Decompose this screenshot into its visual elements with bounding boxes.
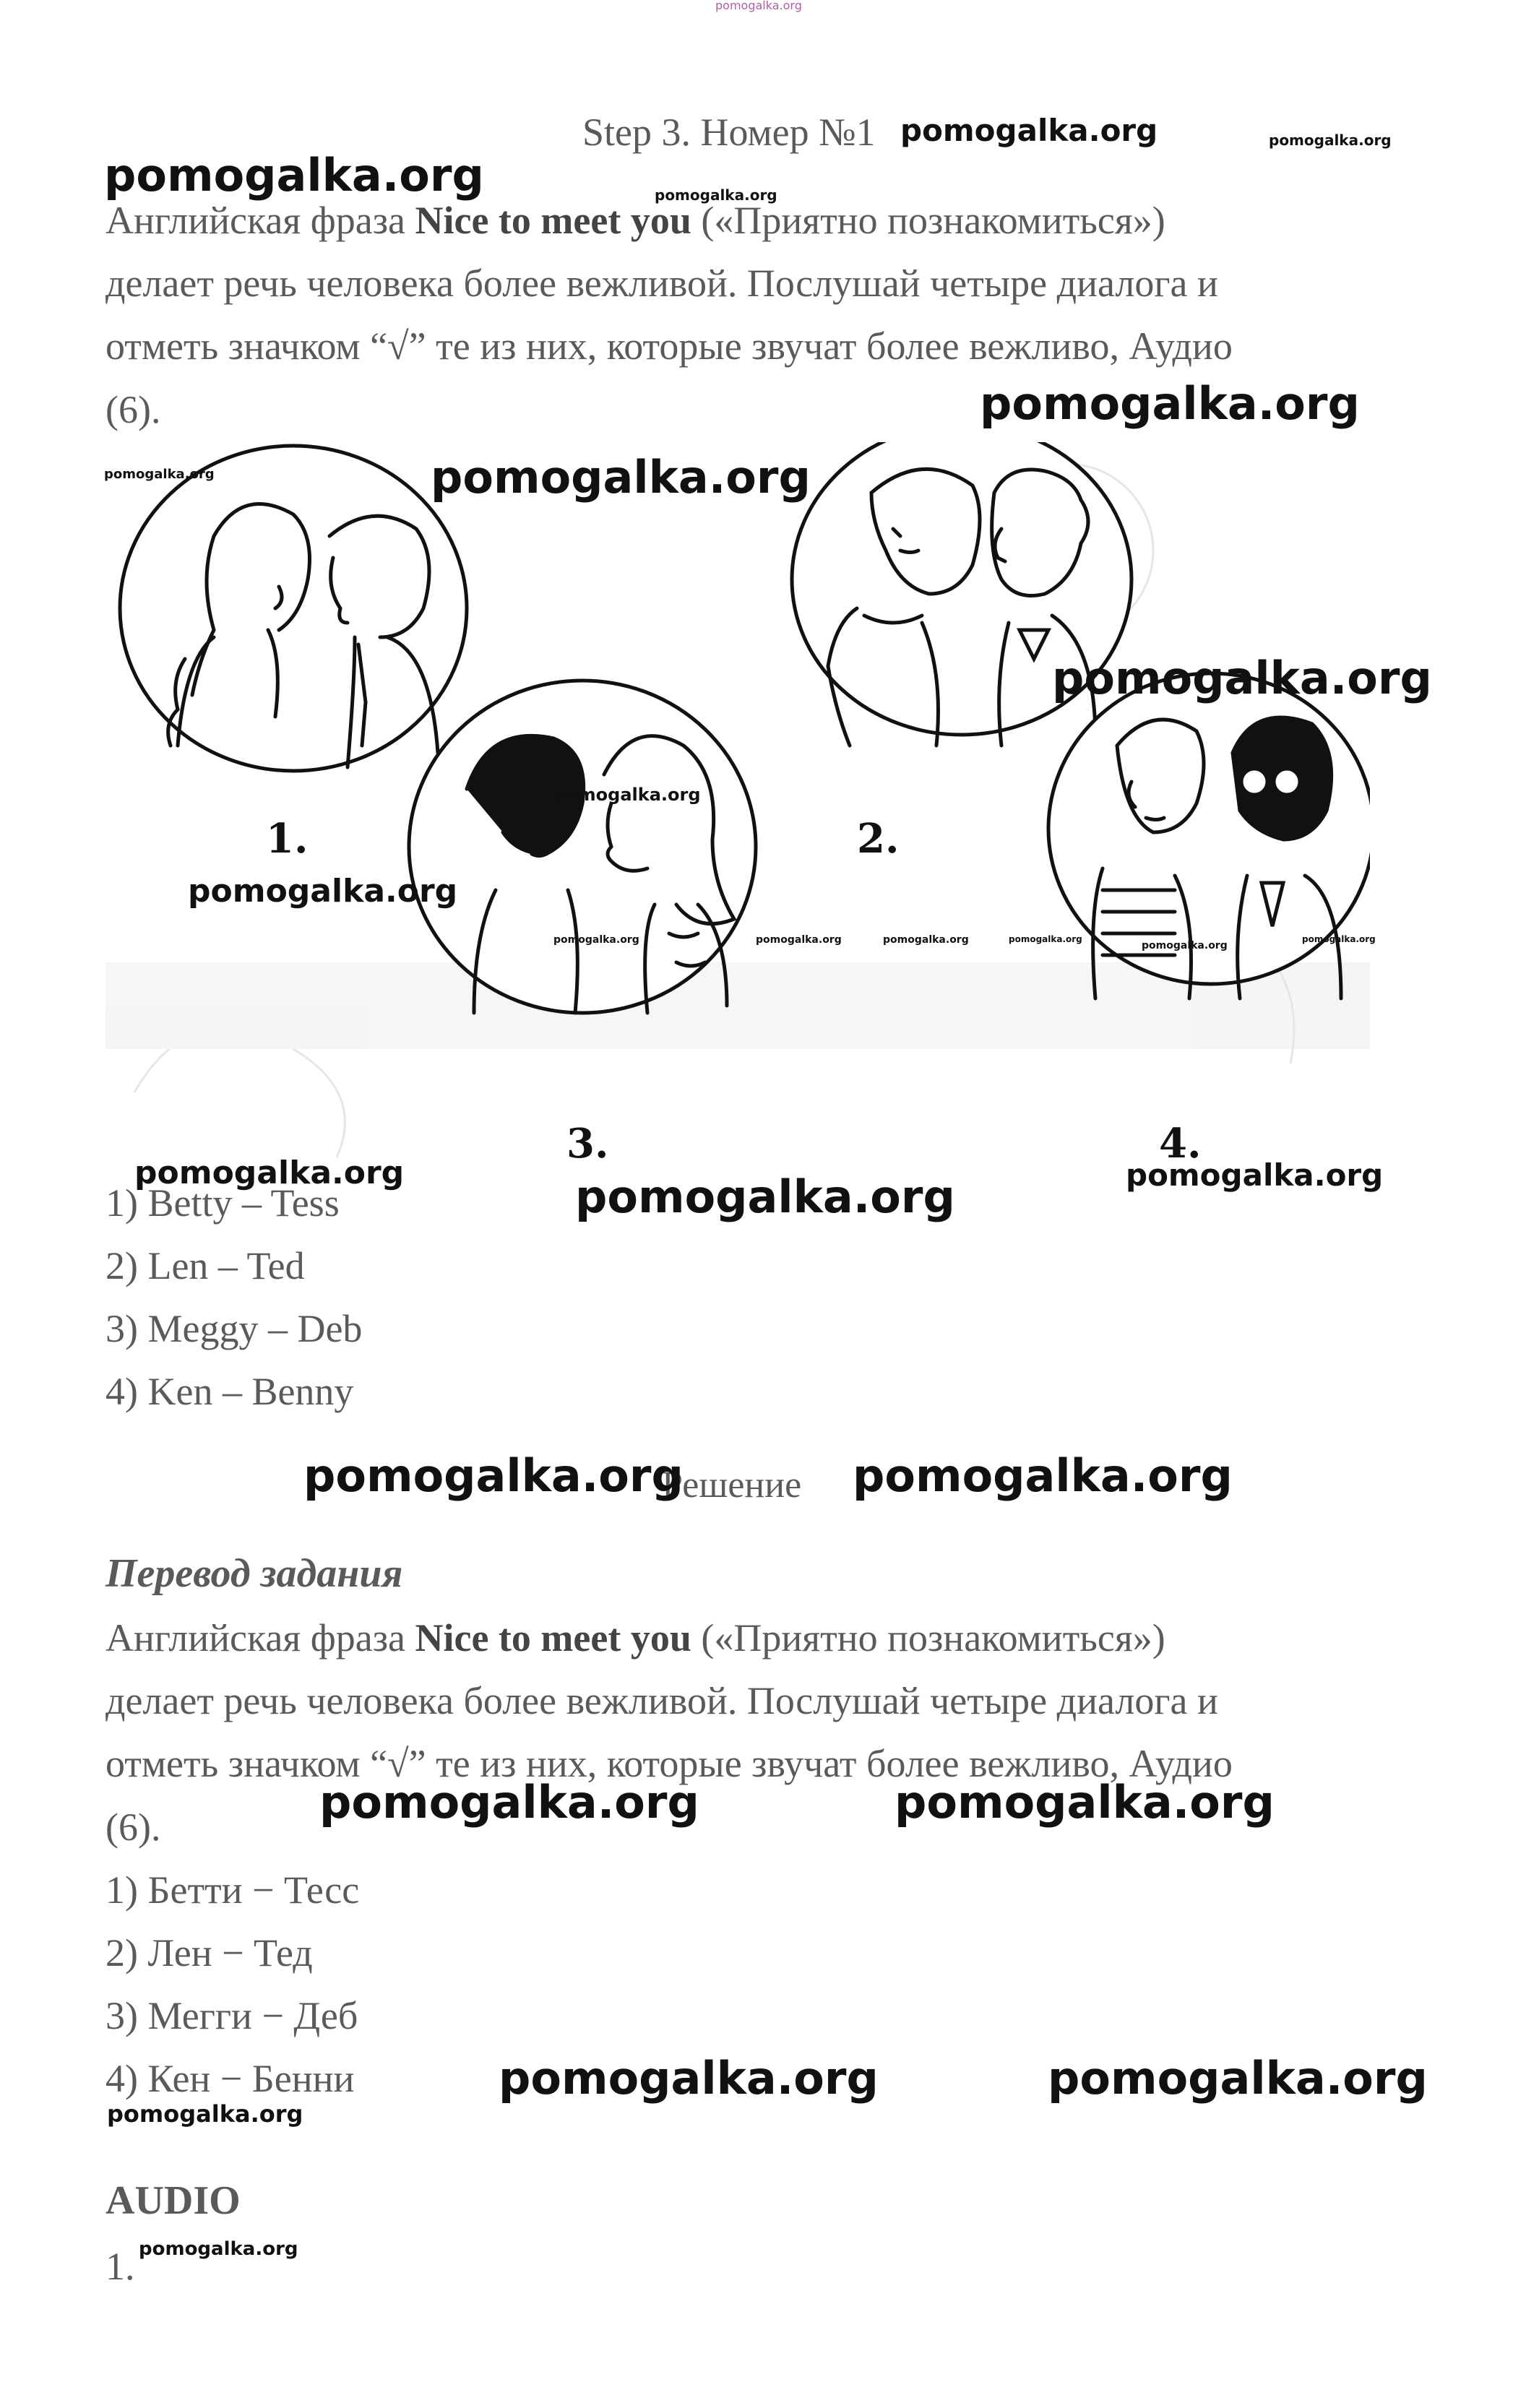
- watermark: pomogalka.org: [139, 2238, 298, 2260]
- watermark: pomogalka.org: [553, 934, 639, 946]
- watermark: pomogalka.org: [980, 377, 1360, 430]
- illustration-label-4: 4.: [1159, 1120, 1202, 1165]
- watermark: pomogalka.org: [1142, 940, 1228, 951]
- watermark: pomogalka.org: [1048, 2052, 1428, 2105]
- translation-line-1-pre: Английская фраза: [105, 1616, 415, 1660]
- watermark: pomogalka.org: [756, 934, 842, 946]
- dialogue-circle-1: [120, 446, 467, 771]
- task-phrase: Nice to meet you: [415, 199, 691, 242]
- watermark: pomogalka.org: [1302, 934, 1376, 944]
- watermark: pomogalka.org: [1009, 934, 1082, 944]
- dialogue-circle-3: [409, 681, 756, 1013]
- dialogue-ru-4: 4) Кен − Бенни: [105, 2057, 355, 2100]
- watermark: pomogalka.org: [104, 149, 484, 202]
- watermark: pomogalka.org: [1269, 131, 1392, 149]
- watermark: pomogalka.org: [431, 451, 811, 504]
- watermark: pomogalka.org: [553, 785, 701, 805]
- dialogue-illustration: [105, 442, 1370, 1165]
- translation-line-1: [105, 1616, 1165, 1660]
- task-line-4: (6).: [105, 388, 161, 431]
- watermark-top: pomogalka.org: [715, 0, 802, 12]
- watermark: pomogalka.org: [319, 1776, 699, 1829]
- dialogue-ru-3: 3) Мегги − Деб: [105, 1994, 358, 2037]
- task-line-1-pre: Английская фраза: [105, 199, 415, 242]
- dialogue-ru-2: 2) Лен − Тед: [105, 1931, 313, 1975]
- task-line-2: делает речь человека более вежливой. Послушай четыре диалога и: [105, 262, 1218, 305]
- watermark: pomogalka.org: [1052, 652, 1432, 704]
- watermark: pomogalka.org: [883, 934, 969, 946]
- translation-line-2: делает речь человека более вежливой. Послушай четыре диалога и: [105, 1679, 1218, 1722]
- watermark: pomogalka.org: [1126, 1157, 1384, 1193]
- translation-heading: Перевод задания: [105, 1551, 403, 1596]
- translation-line-4: (6).: [105, 1805, 161, 1849]
- watermark: pomogalka.org: [575, 1170, 955, 1223]
- watermark: pomogalka.org: [499, 2052, 879, 2105]
- watermark: pomogalka.org: [895, 1776, 1275, 1829]
- watermark: pomogalka.org: [134, 1155, 405, 1191]
- translation-phrase: Nice to meet you: [415, 1616, 691, 1660]
- translation-line-3: отметь значком “√” те из них, которые звучат более вежливо, Аудио: [105, 1742, 1233, 1785]
- watermark: pomogalka.org: [303, 1449, 684, 1502]
- dialogue-ru-1: 1) Бетти − Тесс: [105, 1868, 360, 1912]
- watermark: pomogalka.org: [900, 113, 1158, 148]
- illustration-label-3: 3.: [566, 1120, 609, 1165]
- watermark: pomogalka.org: [655, 186, 777, 204]
- audio-item-1: 1.: [105, 2245, 135, 2288]
- dialogue-en-2: 2) Len – Ted: [105, 1244, 305, 1287]
- watermark: pomogalka.org: [104, 467, 215, 482]
- page-title: Step 3. Номер №1: [582, 111, 876, 154]
- watermark: pomogalka.org: [853, 1449, 1233, 1502]
- watermark: pomogalka.org: [188, 873, 458, 910]
- solution-label: Решение: [662, 1464, 802, 1506]
- dialogue-en-4: 4) Ken – Benny: [105, 1370, 354, 1413]
- illustration-label-2: 2.: [857, 815, 900, 863]
- task-line-1-post: («Приятно познакомиться»): [691, 199, 1165, 242]
- watermark: pomogalka.org: [107, 2100, 303, 2128]
- audio-heading: AUDIO: [105, 2178, 241, 2223]
- dialogue-en-1: 1) Betty – Tess: [105, 1181, 340, 1225]
- dialogue-en-3: 3) Meggy – Deb: [105, 1307, 363, 1350]
- task-line-1: [105, 201, 1165, 240]
- illustration-label-1: 1.: [266, 815, 309, 863]
- task-line-3: отметь значком “√” те из них, которые звучат более вежливо, Аудио: [105, 324, 1233, 368]
- translation-line-1-post: («Приятно познакомиться»): [691, 1616, 1165, 1660]
